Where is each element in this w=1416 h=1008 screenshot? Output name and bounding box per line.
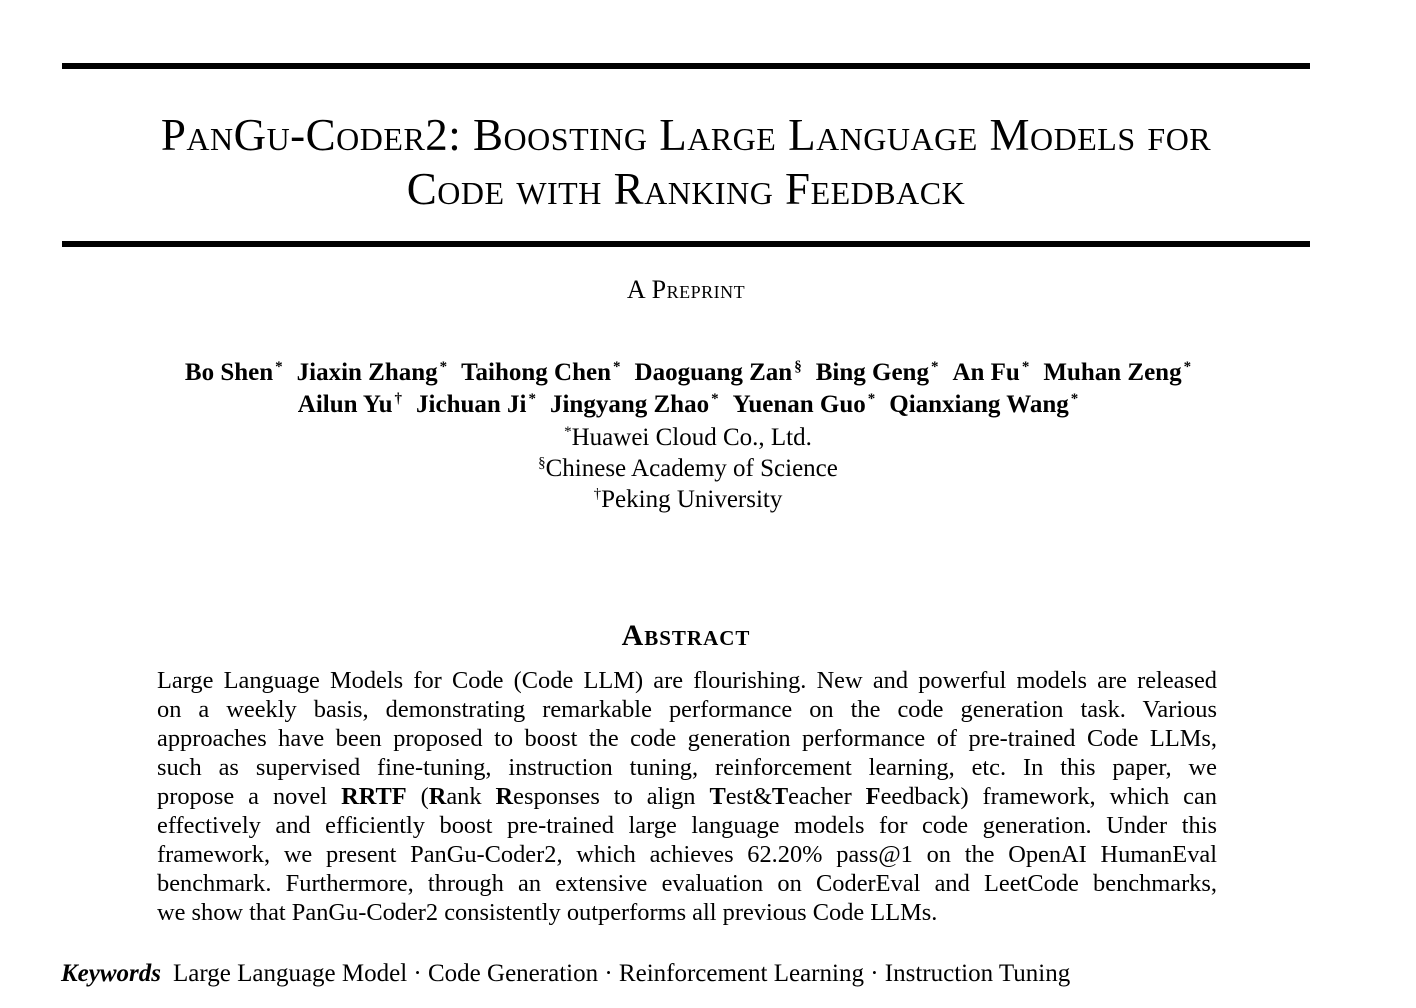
affiliation: [0, 453, 1376, 484]
author: [185, 357, 283, 389]
author-name: Daoguang Zan: [634, 359, 793, 386]
author-list: [0, 357, 1376, 421]
affiliation: [0, 484, 1376, 515]
author-name: Ailun Yu: [297, 391, 393, 418]
abstract-line: Large Language Models for Code (Code LLM) are flourishing. New and powerful models are released: [157, 667, 1217, 694]
author-name: An Fu: [952, 359, 1020, 386]
author-affiliation-mark: *: [613, 359, 621, 375]
author-name: Muhan Zeng: [1043, 359, 1182, 386]
author-affiliation-mark: *: [275, 359, 283, 375]
author: [816, 357, 939, 389]
affiliation: [0, 422, 1376, 453]
author: [1043, 357, 1191, 389]
abstract-line: framework, we present PanGu-Coder2, which achieves 62.20% pass@1 on the OpenAI HumanEval: [157, 841, 1217, 868]
author-affiliation-mark: †: [394, 391, 403, 407]
abstract-line: on a weekly basis, demonstrating remarkable performance on the code generation task. Various: [157, 696, 1217, 723]
author-name: Yuenan Guo: [732, 391, 866, 418]
author-name: Jiaxin Zhang: [296, 359, 438, 386]
author: [952, 357, 1029, 389]
author-name: Jichuan Ji: [416, 391, 527, 418]
title-top-rule: [62, 63, 1310, 69]
author-name: Taihong Chen: [461, 359, 612, 386]
paper-title: [40, 108, 1332, 216]
title-bottom-rule: [62, 241, 1310, 247]
abstract-line: such as supervised fine-tuning, instruction tuning, reinforcement learning, etc. In this paper, we: [157, 754, 1217, 781]
keyword: Reinforcement Learning: [618, 960, 864, 987]
affiliation-mark: *: [564, 424, 572, 440]
keyword: Code Generation: [428, 960, 599, 987]
paper-title-line-1: PanGu-Coder2: Boosting Large Language Models for: [160, 110, 1212, 160]
author: [550, 389, 719, 421]
author-affiliation-mark: *: [1070, 391, 1079, 407]
author-affiliation-mark: *: [711, 391, 719, 407]
abstract-line: propose a novel RRTF (Rank Responses to align Test&Teacher Feedback) framework, which can: [157, 783, 1217, 810]
author: [889, 389, 1078, 421]
author-name: Bo Shen: [184, 359, 274, 386]
author-affiliation-mark: *: [867, 391, 876, 407]
author-affiliation-mark: *: [528, 391, 536, 407]
author-row: [0, 389, 1376, 421]
author: [461, 357, 620, 389]
keywords-items: Large Language Model · Code Generation · Reinforcement Learning · Instruction Tuning: [173, 960, 1071, 987]
author: [635, 357, 802, 389]
abstract-line: benchmark. Furthermore, through an extensive evaluation on CoderEval and LeetCode benchmarks,: [157, 870, 1217, 897]
author-name: Qianxiang Wang: [889, 391, 1069, 418]
affiliation-mark: §: [538, 455, 546, 471]
author-affiliation-mark: *: [439, 359, 448, 375]
author: [297, 357, 448, 389]
affiliation-name: Chinese Academy of Science: [545, 455, 838, 482]
author: [298, 389, 402, 421]
author-row: [0, 357, 1376, 389]
keyword: Instruction Tuning: [884, 960, 1071, 987]
affiliation-mark: †: [593, 486, 602, 502]
preprint-label: A Preprint: [626, 275, 746, 304]
author-affiliation-mark: *: [930, 359, 939, 375]
author-affiliation-mark: §: [794, 359, 802, 375]
author-name: Bing Geng: [815, 359, 929, 386]
keyword: Large Language Model: [173, 960, 408, 987]
abstract-line: we show that PanGu-Coder2 consistently outperforms all previous Code LLMs.: [157, 899, 938, 926]
author-affiliation-mark: *: [1021, 359, 1030, 375]
abstract-line: approaches have been proposed to boost the code generation performance of pre-trained Code LLMs,: [157, 725, 1217, 752]
keywords-label: Keywords: [61, 960, 161, 987]
author-name: Jingyang Zhao: [549, 391, 710, 418]
abstract-body: [157, 666, 1217, 927]
affiliation-name: Huawei Cloud Co., Ltd.: [571, 424, 812, 451]
paper-title-line-2: Code with Ranking Feedback: [406, 164, 966, 214]
affiliation-name: Peking University: [601, 486, 783, 513]
keywords-line: [61, 958, 1341, 990]
abstract-line: effectively and efficiently boost pre-trained large language models for code generation. Under this: [157, 812, 1217, 839]
abstract-heading: Abstract: [621, 619, 751, 652]
author-affiliation-mark: *: [1183, 359, 1192, 375]
author: [416, 389, 536, 421]
author: [733, 389, 876, 421]
affiliation-list: [0, 422, 1376, 515]
